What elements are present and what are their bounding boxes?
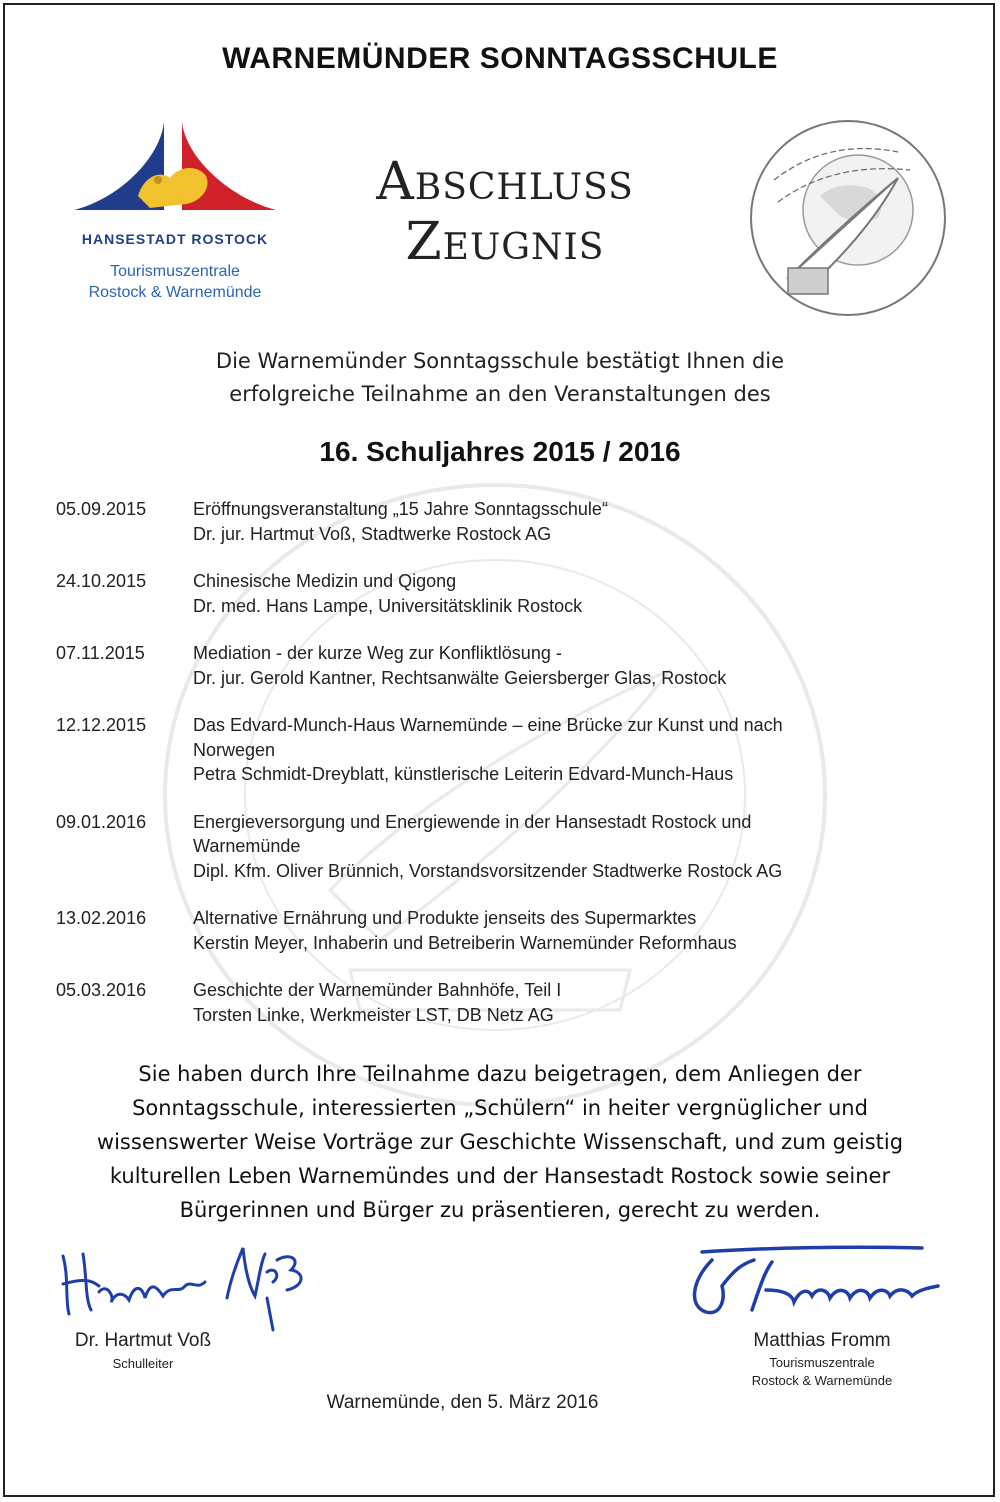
event-speaker: Dr. jur. Hartmut Voß, Stadtwerke Rostock AG: [193, 523, 552, 544]
event-date: 07.11.2015: [56, 643, 145, 663]
event-date: 05.09.2015: [56, 499, 147, 519]
event-speaker: Kerstin Meyer, Inhaberin und Betreiberin Warnemünder Reformhaus: [193, 932, 737, 953]
event-list: [56, 497, 936, 1050]
closing-paragraph: [60, 1057, 940, 1227]
place-and-date: Warnemünde, den 5. März 2016: [326, 1392, 599, 1413]
event-speaker: Dr. med. Hans Lampe, Universitätsklinik Rostock: [193, 595, 583, 616]
event-item: [56, 569, 936, 618]
closing-line2: Sonntagsschule, interessierten „Schülern“ in heiter vergnüglicher und: [132, 1096, 868, 1120]
event-date: 13.02.2016: [56, 908, 147, 928]
event-item: [56, 978, 936, 1027]
event-title: Geschichte der Warnemünder Bahnhöfe, Teil I: [193, 980, 562, 1000]
signatory-right-role-line1: Tourismuszentrale: [769, 1355, 875, 1370]
quill-and-globe-seal-icon: [748, 118, 948, 318]
closing-line3: wissenswerter Weise Vorträge zur Geschichte Wissenschaft, und zum geistig: [96, 1130, 904, 1154]
signature-left-icon: [55, 1238, 325, 1338]
event-title: Eröffnungsveranstaltung „15 Jahre Sonntagsschule“: [193, 499, 608, 519]
logo-brand-text: HANSESTADT ROSTOCK: [81, 231, 269, 247]
intro-line1: Die Warnemünder Sonntagsschule bestätigt Ihnen die: [215, 349, 785, 373]
event-title-continued: Norwegen: [193, 739, 276, 760]
event-title: Energieversorgung und Energiewende in der Hansestadt Rostock und: [193, 811, 752, 832]
event-title: Mediation - der kurze Weg zur Konfliktlösung -: [193, 643, 562, 663]
closing-line5: Bürgerinnen und Bürger zu präsentieren, gerecht zu werden.: [179, 1198, 821, 1222]
document-title: [330, 152, 680, 272]
signatory-right-name: Matthias Fromm: [753, 1330, 891, 1351]
logo-sub-line2: Rostock & Warnemünde: [88, 284, 262, 301]
title-line1: Abschluss: [376, 152, 634, 212]
hansestadt-rostock-logo: [60, 118, 290, 318]
event-title: Das Edvard-Munch-Haus Warnemünde – eine Brücke zur Kunst und nach: [193, 715, 783, 735]
event-item: [56, 641, 936, 690]
logo-sub-line1: Tourismuszentrale: [110, 263, 240, 280]
event-title: Alternative Ernährung und Produkte jenseits des Supermarktes: [193, 908, 697, 928]
event-speaker: Torsten Linke, Werkmeister LST, DB Netz AG: [193, 1004, 554, 1025]
intro-line2: erfolgreiche Teilnahme an den Veranstaltungen des: [229, 382, 771, 406]
closing-line4: kulturellen Leben Warnemündes und der Hansestadt Rostock sowie seiner: [109, 1164, 891, 1188]
intro-text: [100, 345, 900, 411]
event-item: [56, 713, 936, 787]
event-date: 05.03.2016: [56, 980, 147, 1000]
school-name-heading: WARNEMÜNDER SONNTAGSSCHULE: [222, 42, 778, 75]
signatory-right-role-line2: Rostock & Warnemünde: [751, 1373, 893, 1388]
event-speaker: Dipl. Kfm. Oliver Brünnich, Vorstandsvorsitzender Stadtwerke Rostock AG: [193, 860, 783, 881]
signatory-left-name: Dr. Hartmut Voß: [74, 1330, 212, 1351]
event-item: [56, 810, 936, 884]
event-speaker: Petra Schmidt-Dreyblatt, künstlerische Leiterin Edvard-Munch-Haus: [193, 764, 734, 784]
event-title-continued: Warnemünde: [193, 836, 301, 856]
closing-line1: Sie haben durch Ihre Teilnahme dazu beigetragen, dem Anliegen der: [138, 1062, 862, 1086]
signatory-left-role: Schulleiter: [112, 1356, 174, 1371]
event-item: [56, 497, 936, 546]
event-date: 12.12.2015: [56, 715, 147, 735]
event-date: 24.10.2015: [56, 571, 147, 591]
signature-right-icon: [682, 1240, 952, 1330]
title-line2: Zeugnis: [405, 212, 605, 272]
event-date: 09.01.2016: [56, 811, 147, 832]
school-year-heading: 16. Schuljahres 2015 / 2016: [319, 436, 681, 467]
hanseatic-sails-icon: [60, 118, 290, 230]
event-speaker: Dr. jur. Gerold Kantner, Rechtsanwälte Geiersberger Glas, Rostock: [193, 667, 727, 688]
event-item: [56, 906, 936, 955]
event-title: Chinesische Medizin und Qigong: [193, 571, 457, 591]
